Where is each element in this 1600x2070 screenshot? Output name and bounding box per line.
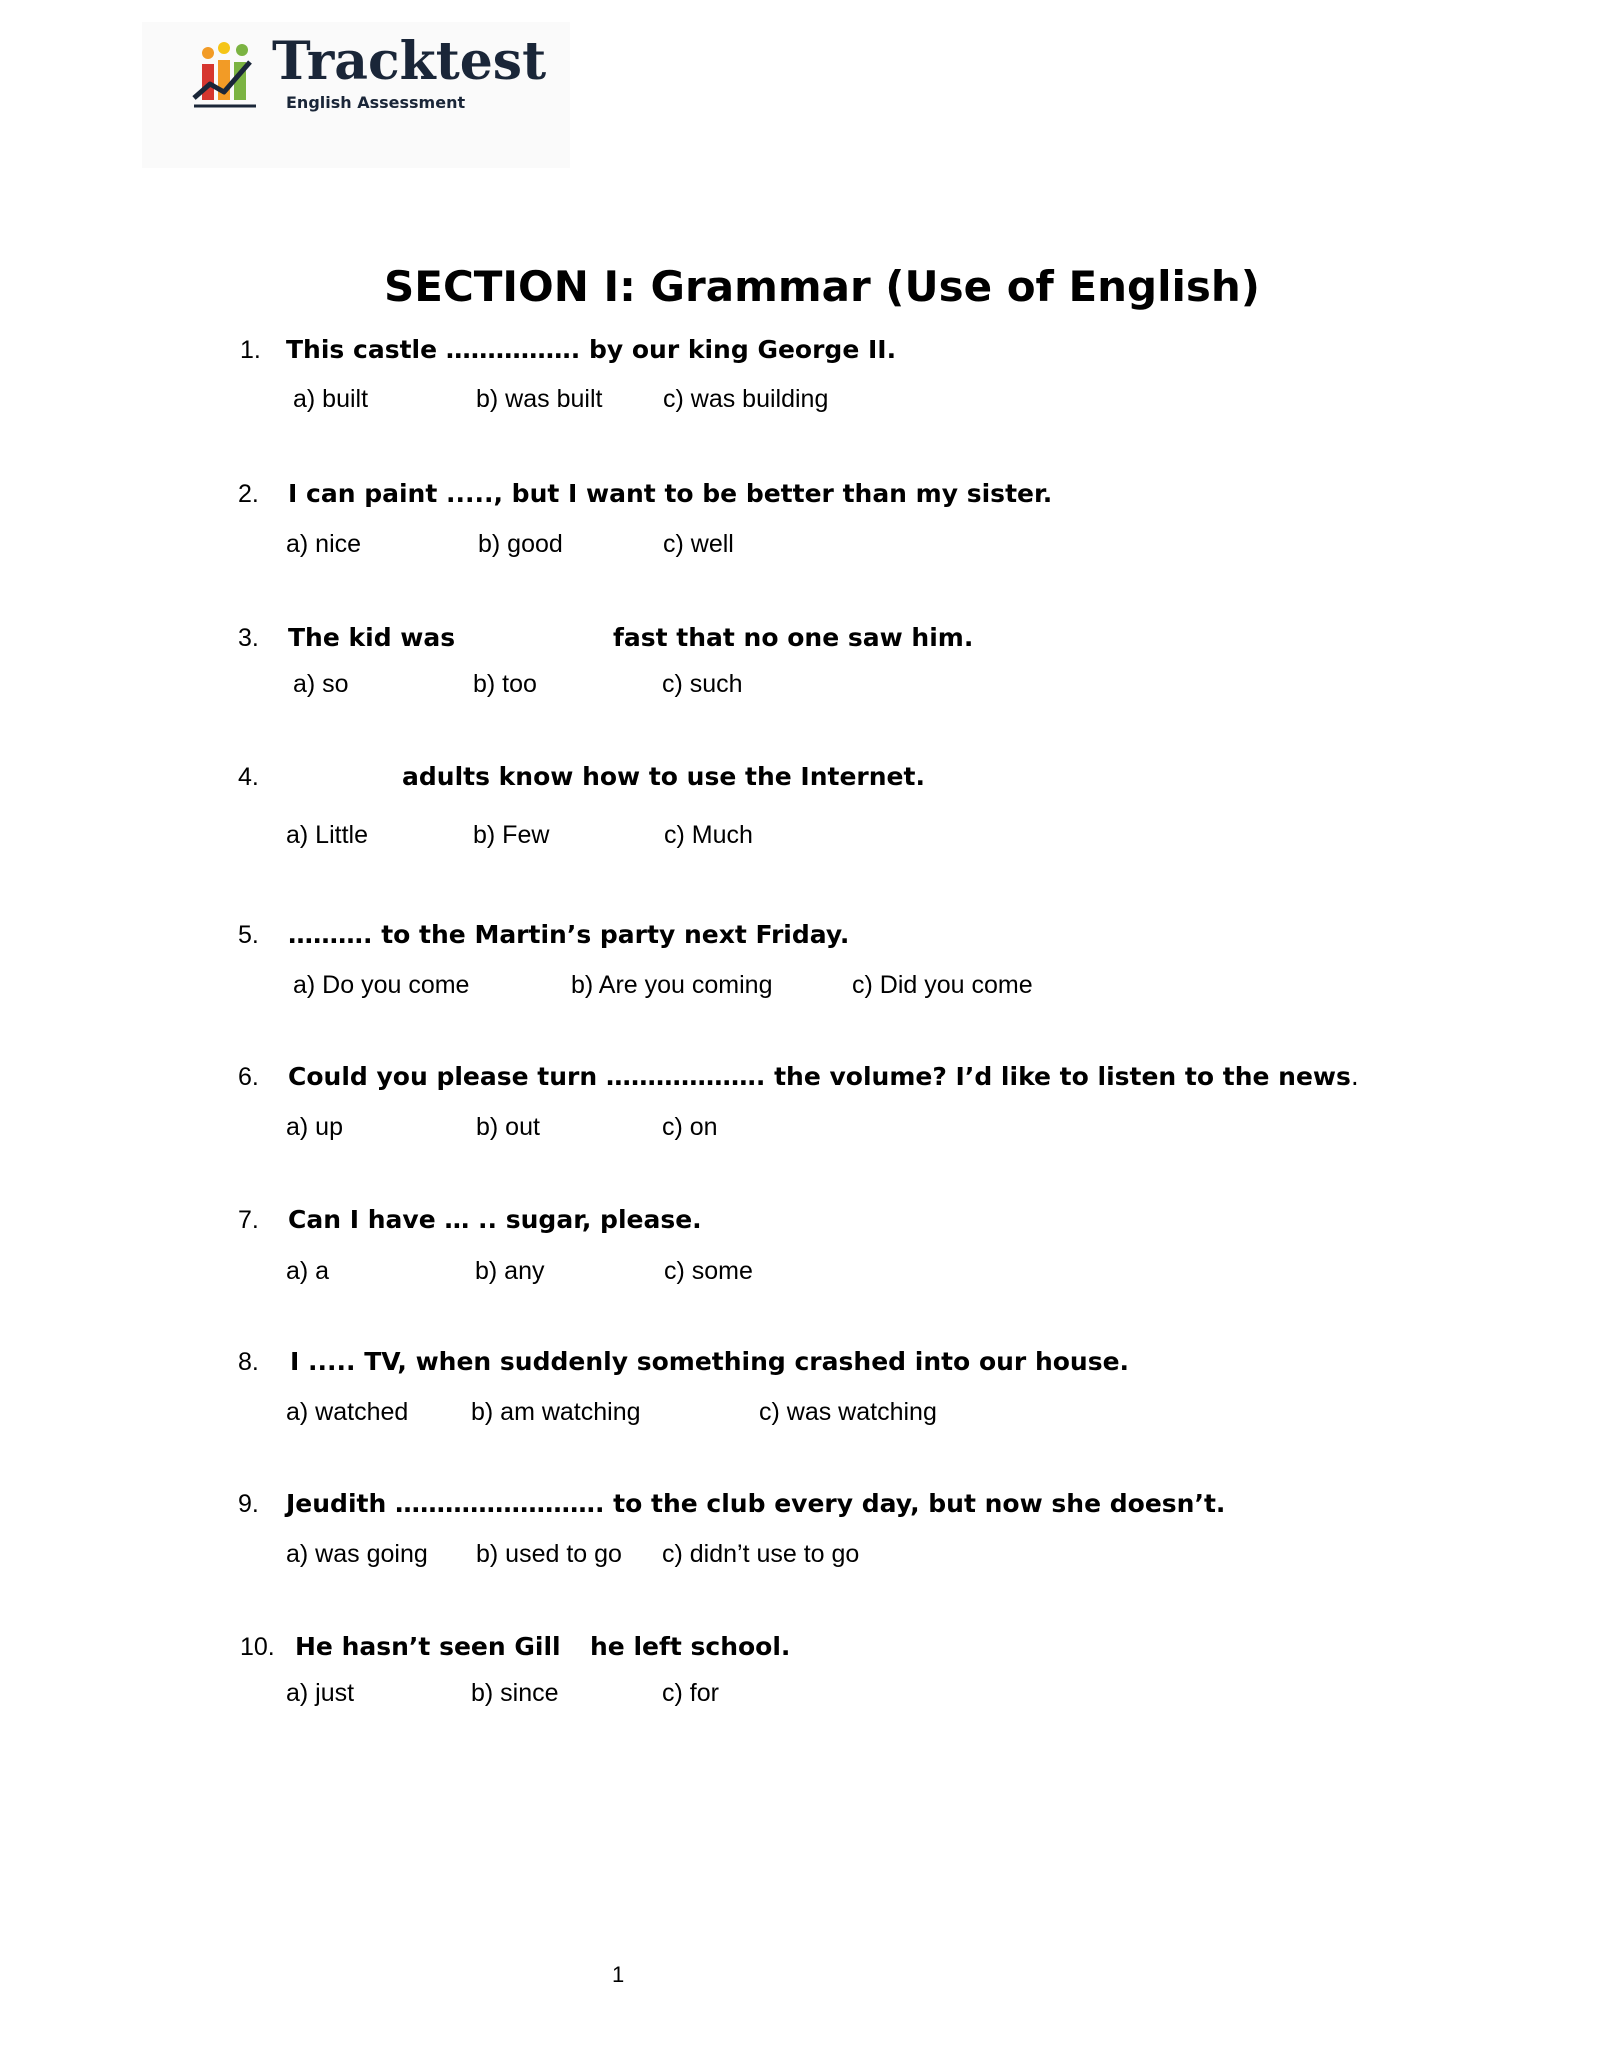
question-10-stem-start: He hasn’t seen Gill	[295, 1632, 561, 1661]
question-3-stem-end: fast that no one saw him.	[613, 623, 974, 652]
question-5-option-c[interactable]: c) Did you come	[852, 971, 1033, 999]
question-8-number: 8.	[238, 1348, 259, 1376]
question-7-stem: Can I have … .. sugar, please.	[288, 1205, 702, 1234]
question-3-option-b[interactable]: b) too	[473, 670, 537, 698]
question-8-option-b[interactable]: b) am watching	[471, 1398, 641, 1426]
question-6-number: 6.	[238, 1063, 259, 1091]
question-3-option-a[interactable]: a) so	[293, 670, 349, 698]
question-1-number: 1.	[240, 336, 261, 364]
question-4-option-c[interactable]: c) Much	[664, 821, 753, 849]
logo-wordmark: Tracktest	[272, 31, 547, 92]
question-7-number: 7.	[238, 1206, 259, 1234]
question-7-option-c[interactable]: c) some	[664, 1257, 753, 1285]
question-10-option-b[interactable]: b) since	[471, 1679, 559, 1707]
question-2-stem: I can paint ....., but I want to be better than my sister.	[288, 479, 1053, 508]
question-4-stem: adults know how to use the Internet.	[402, 762, 925, 791]
question-8-option-c[interactable]: c) was watching	[759, 1398, 937, 1426]
question-6-stem-text: Could you please turn ………………. the volume? I’d like to listen to the news	[288, 1062, 1351, 1091]
question-3-stem-start: The kid was	[288, 623, 456, 652]
question-3-option-c[interactable]: c) such	[662, 670, 743, 698]
question-6-option-a[interactable]: a) up	[286, 1113, 343, 1141]
question-1-option-b[interactable]: b) was built	[476, 385, 603, 413]
question-9-number: 9.	[238, 1490, 259, 1518]
question-10-stem-end: he left school.	[590, 1632, 791, 1661]
question-7-option-a[interactable]: a) a	[286, 1257, 330, 1285]
question-9-option-b[interactable]: b) used to go	[476, 1540, 622, 1568]
question-1-stem: This castle ……………. by our king George II.	[286, 335, 897, 364]
question-10-option-a[interactable]: a) just	[286, 1679, 355, 1707]
question-5-option-b[interactable]: b) Are you coming	[571, 971, 773, 999]
question-10-option-c[interactable]: c) for	[662, 1679, 719, 1707]
question-5-number: 5.	[238, 921, 259, 949]
question-2-option-a[interactable]: a) nice	[286, 530, 362, 558]
question-4-option-a[interactable]: a) Little	[286, 821, 368, 849]
question-6-stem-period: .	[1350, 1062, 1359, 1091]
tracktest-logo-icon	[190, 38, 262, 114]
question-2-option-b[interactable]: b) good	[478, 530, 563, 558]
question-9-stem: Jeudith ……………………. to the club every day, but now she doesn’t.	[286, 1489, 1226, 1518]
page-number: 1	[612, 1962, 625, 1987]
question-3-number: 3.	[238, 624, 259, 652]
question-8-stem: I ..... TV, when suddenly something crashed into our house.	[290, 1347, 1130, 1376]
section-title: SECTION I: Grammar (Use of English)	[384, 262, 1260, 311]
question-6-option-c[interactable]: c) on	[662, 1113, 718, 1141]
question-10-number: 10.	[240, 1633, 275, 1661]
logo-tagline: English Assessment	[286, 93, 466, 112]
question-1-option-c[interactable]: c) was building	[663, 385, 829, 413]
question-2-number: 2.	[238, 480, 259, 508]
question-5-stem: ………. to the Martin’s party next Friday.	[288, 920, 850, 949]
question-4-number: 4.	[238, 763, 259, 791]
question-4-option-b[interactable]: b) Few	[473, 821, 550, 849]
question-2-option-c[interactable]: c) well	[663, 530, 734, 558]
question-7-option-b[interactable]: b) any	[475, 1257, 545, 1285]
question-6-option-b[interactable]: b) out	[476, 1113, 540, 1141]
question-8-option-a[interactable]: a) watched	[286, 1398, 409, 1426]
question-5-option-a[interactable]: a) Do you come	[293, 971, 470, 999]
question-6-stem	[288, 1060, 1359, 1094]
question-1-option-a[interactable]: a) built	[293, 385, 369, 413]
question-9-option-a[interactable]: a) was going	[286, 1540, 428, 1568]
question-9-option-c[interactable]: c) didn’t use to go	[662, 1540, 860, 1568]
